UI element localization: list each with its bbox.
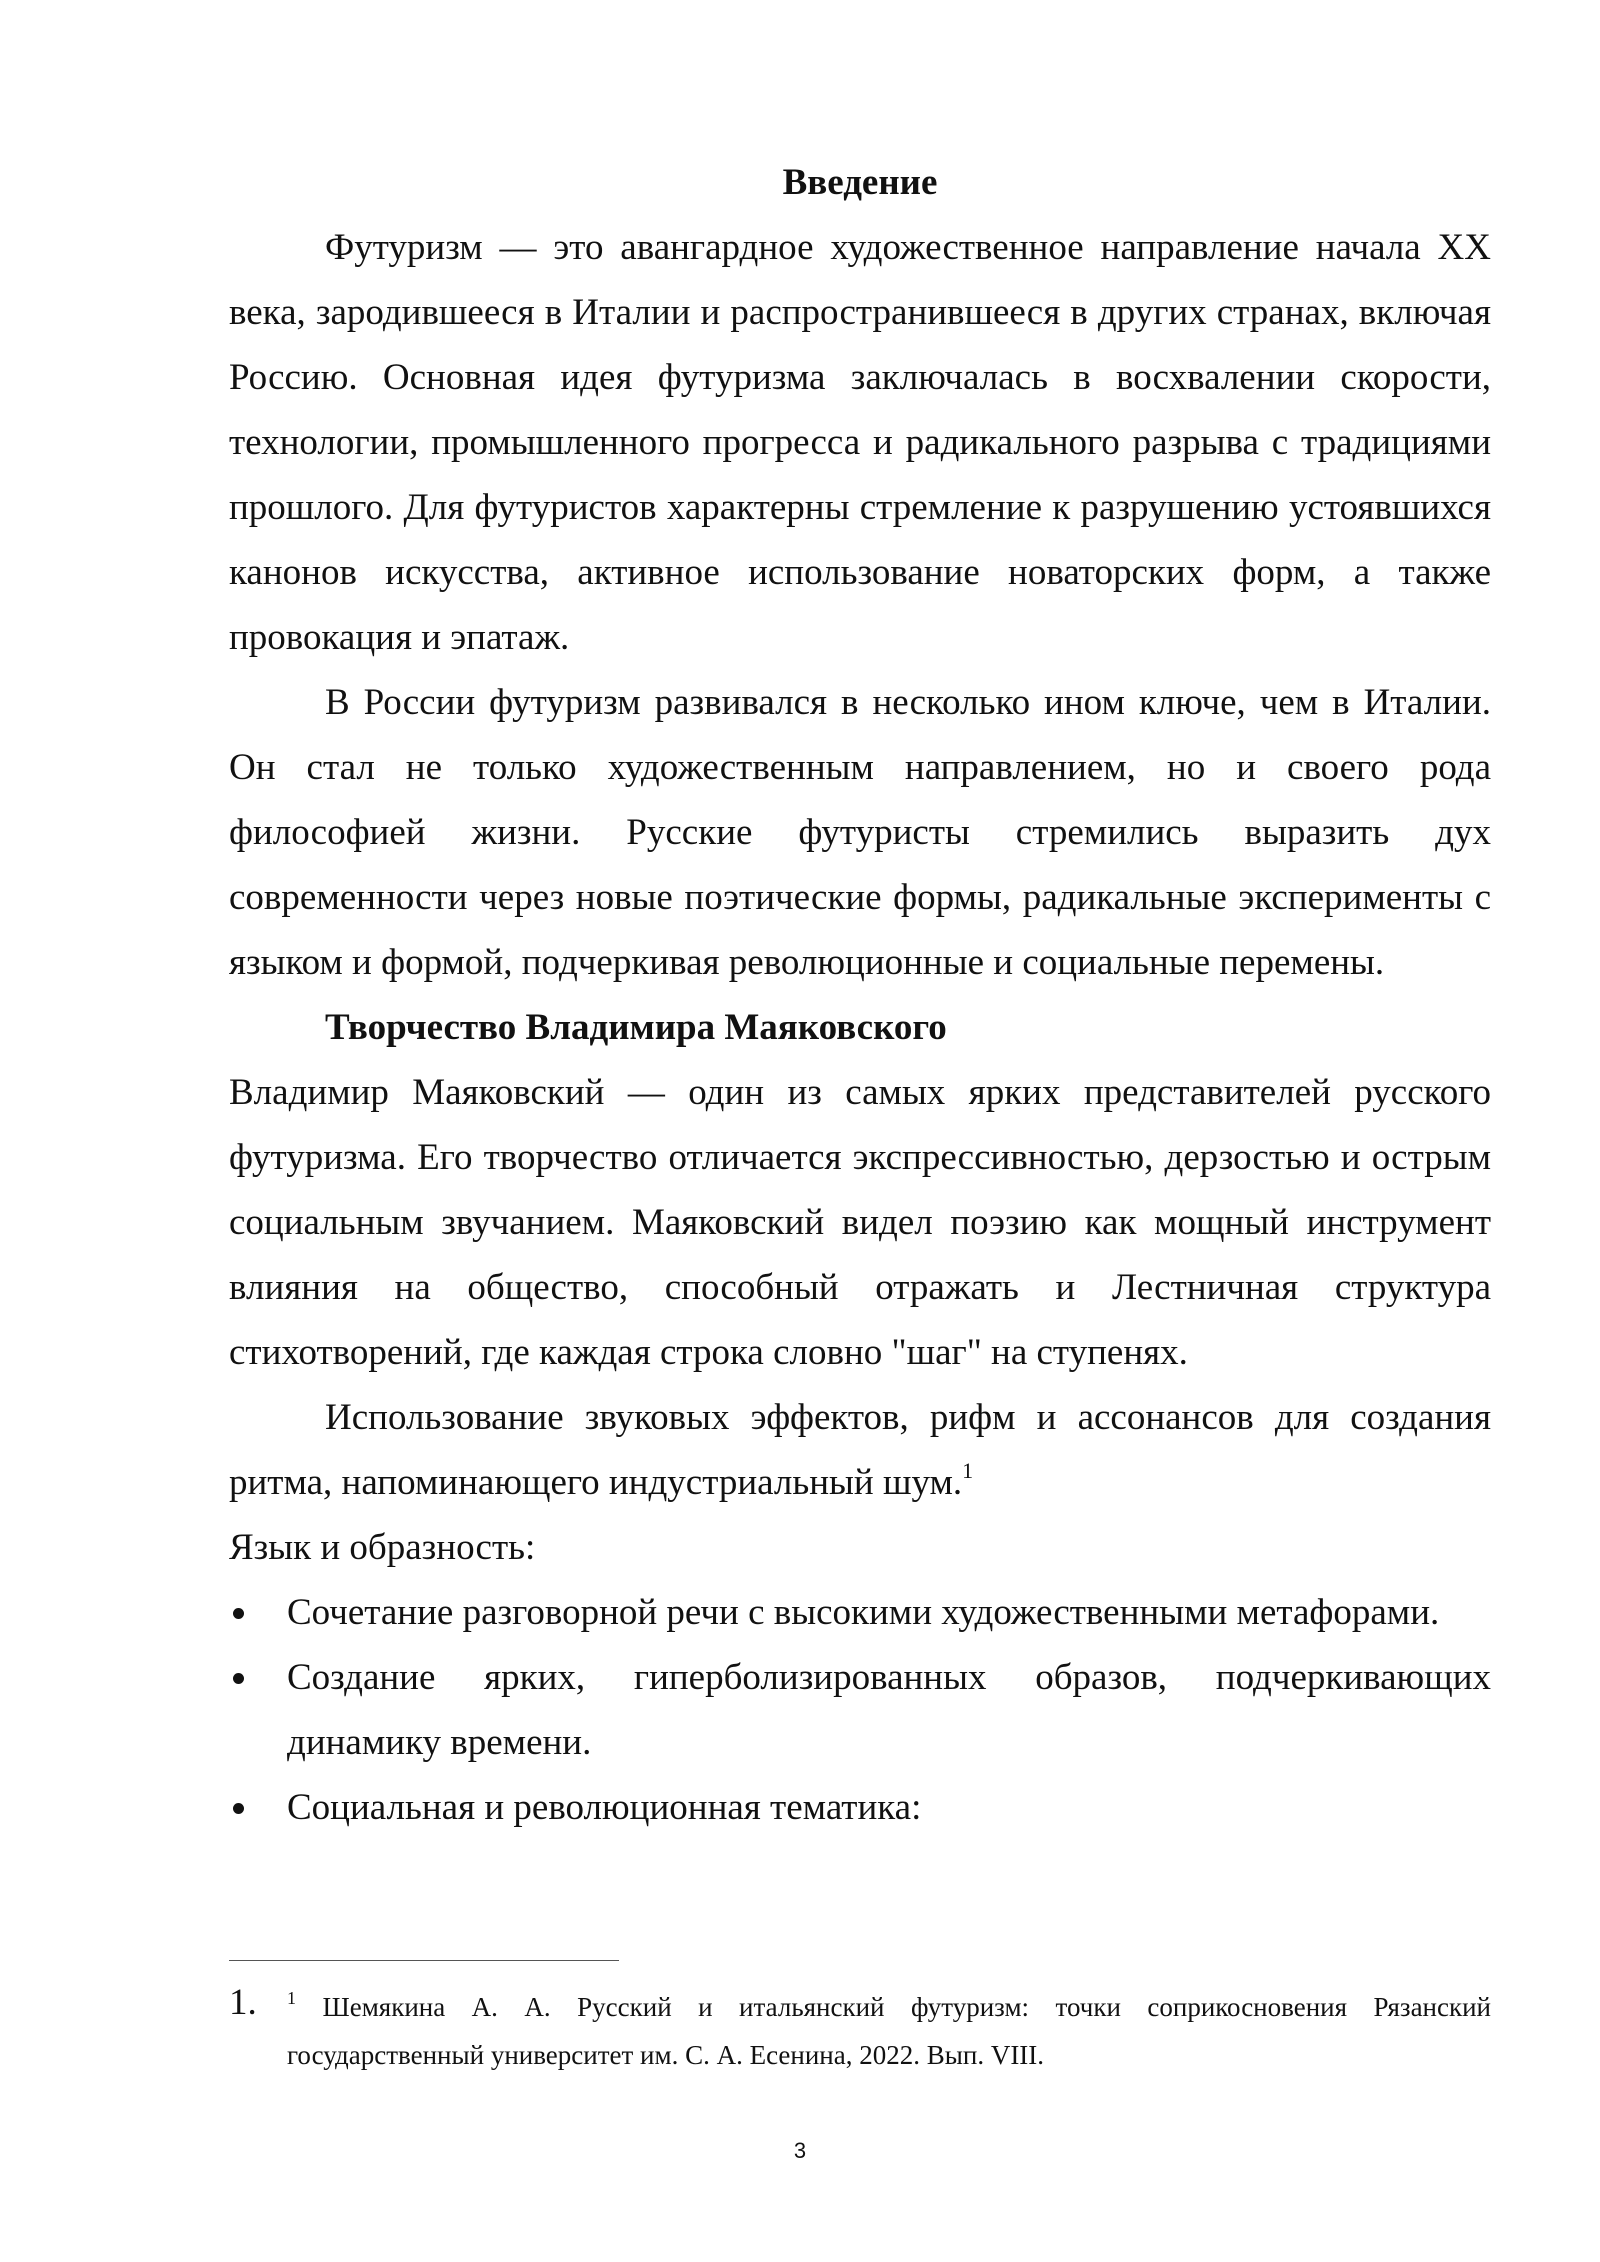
list-item-text: Социальная и революционная тематика: xyxy=(287,1787,922,1828)
intro-paragraph-1: Футуризм — это авангардное художественное направление начала XX века, зародившееся в Италии и распространившееся в других странах, включая Россию. Основная идея футуризма заключалась в восхвалении скорости, технологии, промышленного прогресса и радикального разрыва с традициями прошлого. Для футуристов характерны стремление к разрушению устоявшихся канонов искусства, активное использование новаторских форм, а также провокация и эпатаж. xyxy=(229,227,1491,658)
list-item xyxy=(229,1580,1491,1645)
list-item xyxy=(229,1775,1491,1840)
language-list xyxy=(229,1580,1491,1840)
bullet-icon xyxy=(233,1803,244,1814)
mayakovsky-paragraph-2 xyxy=(229,1385,1491,1515)
page-body xyxy=(229,150,1491,1840)
intro-paragraph-2: В России футуризм развивался в несколько ином ключе, чем в Италии. Он стал не только художественным направлением, но и своего рода философией жизни. Русские футуристы стремились выразить дух современности через новые поэтические формы, радикальные эксперименты с языком и формой, подчеркивая революционные и социальные перемены. xyxy=(229,682,1491,983)
list-item xyxy=(229,1645,1491,1775)
list-item-text: Сочетание разговорной речи с высокими художественными метафорами. xyxy=(287,1592,1440,1633)
footnote-body xyxy=(287,1983,1491,2079)
bullet-icon xyxy=(233,1608,244,1619)
language-label: Язык и образность: xyxy=(229,1527,536,1568)
footnote-list-number: 1. xyxy=(229,1982,257,2023)
mayakovsky-heading: Творчество Владимира Маяковского xyxy=(325,1007,947,1048)
list-item-text: Создание ярких, гиперболизированных образов, подчеркивающих динамику времени. xyxy=(287,1657,1491,1763)
footnote-text: Шемякина А. А. Русский и итальянский футуризм: точки соприкосновения Рязанский государственный университет им. С. А. Есенина, 2022. Вып. VIII. xyxy=(287,1992,1492,2070)
footnote-reference: 1 xyxy=(962,1458,974,1483)
page-number: 3 xyxy=(793,2138,807,2163)
footnote xyxy=(229,1983,1491,2079)
bullet-icon xyxy=(233,1673,244,1684)
mayakovsky-paragraph-1: Владимир Маяковский — один из самых ярких представителей русского футуризма. Его творчество отличается экспрессивностью, дерзостью и острым социальным звучанием. Маяковский видел поэзию как мощный инструмент влияния на общество, способный отражать и Лестничная структура стихотворений, где каждая строка словно "шаг" на ступенях. xyxy=(229,1072,1491,1373)
footnote-mark: 1 xyxy=(287,1988,296,2008)
footnote-separator xyxy=(229,1960,619,1961)
intro-heading: Введение xyxy=(782,162,938,203)
mayakovsky-paragraph-2-text: Использование звуковых эффектов, рифм и ассонансов для создания ритма, напоминающего индустриальный шум. xyxy=(229,1397,1491,1503)
